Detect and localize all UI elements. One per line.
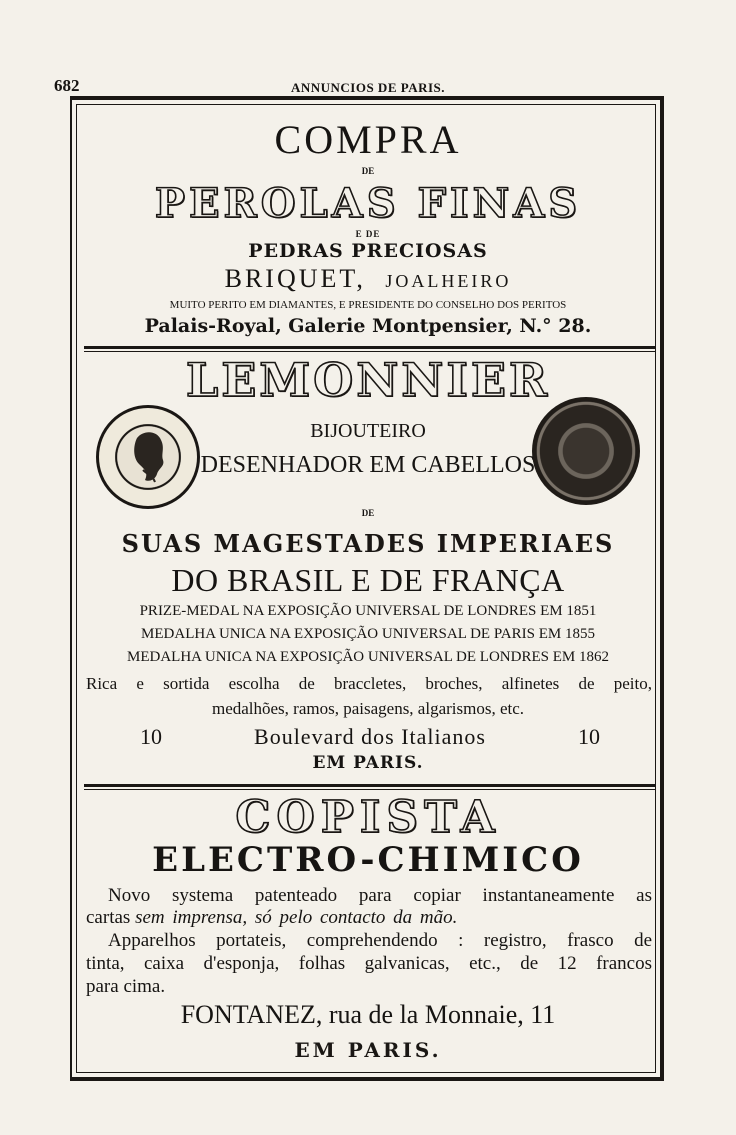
ad3-paragraph-1-line-1: Novo systema patenteado para copiar instantaneamente as (108, 885, 652, 906)
ad2-line1: BIJOUTEIRO (310, 420, 426, 442)
ad1-profession: JOALHEIRO (385, 271, 512, 291)
ad3-italic-phrase: sem imprensa, só pelo contacto da mão. (135, 907, 458, 928)
ad3-subtitle: ELECTRO-CHIMICO (152, 840, 584, 880)
ad2-description-2: medalhões, ramos, paisagens, algarismos, etc. (211, 699, 525, 718)
ad2-award-2: MEDALHA UNICA NA EXPOSIÇÃO UNIVERSAL DE PARIS EM 1855 (141, 626, 595, 642)
ad1-credentials: MUITO PERITO EM DIAMANTES, E PRESIDENTE DO CONSELHO DOS PERITOS (169, 299, 567, 311)
ad2-countries: DO BRASIL E DE FRANÇA (171, 562, 565, 598)
ad2-award-1: PRIZE-MEDAL NA EXPOSIÇÃO UNIVERSAL DE LONDRES EM 1851 (139, 603, 597, 619)
ad1-jeweller-name: BRIQUET, (224, 264, 366, 293)
ad2-address-line (140, 724, 600, 750)
ad2-city: EM PARIS. (312, 753, 424, 773)
ad1-name-line (0, 264, 736, 294)
ad1-title: COMPRA (274, 117, 462, 162)
page-number: 682 (54, 76, 80, 95)
ad3-title: COPISTA (235, 792, 501, 843)
ad1-ornamental-pearls: PEROLAS FINAS (154, 180, 582, 227)
ad2-de: DE (361, 508, 375, 518)
ad1-de: DE (361, 166, 375, 176)
ad3-paragraph-1-line-2 (86, 907, 457, 929)
ad1-subtitle: PEDRAS PRECIOSAS (248, 240, 488, 262)
separator-2 (84, 784, 656, 790)
ad3-city: EM PARIS. (294, 1038, 442, 1062)
ad1-address: Palais-Royal, Galerie Montpensier, N.° 28. (144, 315, 592, 337)
ad2-street: Boulevard dos Italianos (254, 724, 486, 749)
ad3-address: FONTANEZ, rua de la Monnaie, 11 (180, 1000, 556, 1029)
ad2-number-left: 10 (140, 724, 162, 749)
ad3-paragraph-2-line-1: Apparelhos portateis, comprehendendo : registro, frasco de (108, 930, 652, 951)
imperial-seal (532, 397, 640, 505)
separator-1 (84, 346, 656, 352)
ad2-award-3: MEDALHA UNICA NA EXPOSIÇÃO UNIVERSAL DE LONDRES EM 1862 (127, 649, 609, 665)
running-head: ANNUNCIOS DE PARIS. (290, 80, 446, 95)
ad2-line2: DESENHADOR EM CABELLOS (200, 452, 536, 478)
ad1-e-de: E DE (355, 229, 381, 239)
ad2-name: LEMONNIER (185, 353, 551, 407)
ad3-letters-word: cartas (86, 907, 131, 928)
ad2-majesties: SUAS MAGESTADES IMPERIAES (121, 529, 615, 558)
ad3-paragraph-2-line-3: para cima. (86, 976, 166, 997)
ad3-paragraph-2-line-2: tinta, caixa d'esponja, folhas galvanicas, etc., de 12 francos (86, 953, 652, 974)
ad2-number-right: 10 (578, 724, 600, 749)
ad2-description-1: Rica e sortida escolha de braccletes, broches, alfinetes de peito, (86, 674, 652, 693)
